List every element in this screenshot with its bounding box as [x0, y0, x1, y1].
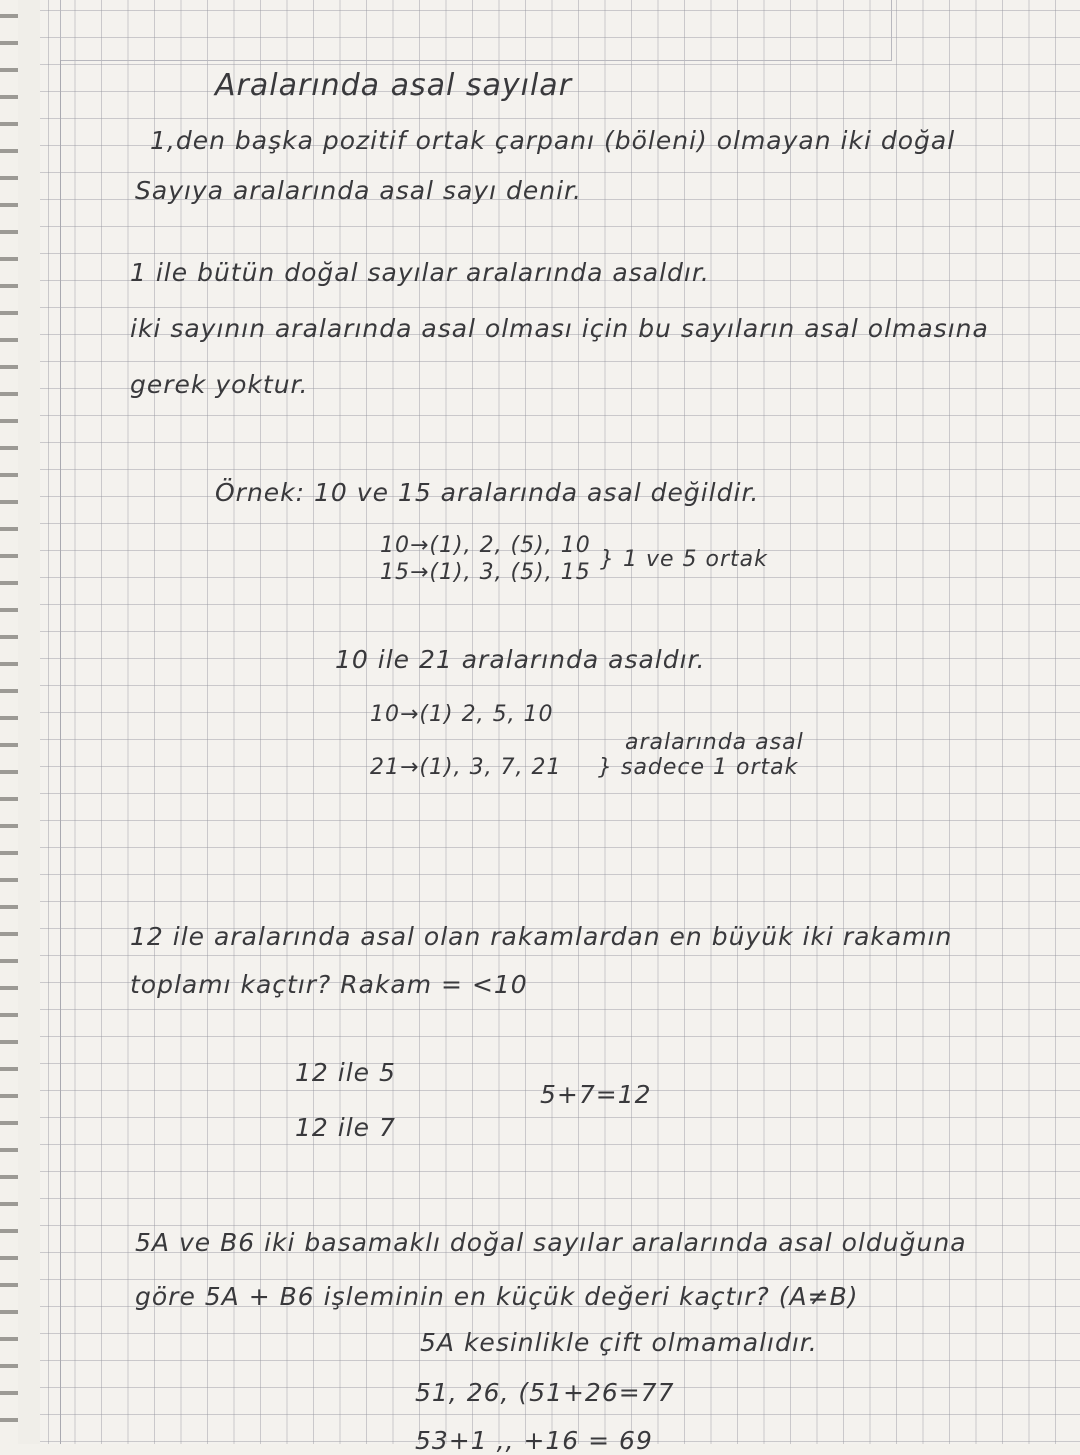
example2-heading: 10 ile 21 aralarında asaldır.: [335, 645, 706, 674]
question2-line: göre 5A + B6 işleminin en küçük değeri kaçtır? (A≠B): [135, 1282, 859, 1311]
margin-line: [60, 60, 61, 1444]
page-title: Aralarında asal sayılar: [215, 68, 573, 103]
example1-heading: Örnek: 10 ve 15 aralarında asal değildir.: [215, 478, 760, 507]
example2-note: aralarında asal: [625, 730, 804, 755]
note-line: iki sayının aralarında asal olması için bu sayıların asal olmasına: [130, 314, 989, 343]
question1-line: toplamı kaçtır? Rakam = <10: [130, 970, 528, 999]
note-line: gerek yoktur.: [130, 370, 309, 399]
question2-line: 5A ve B6 iki basamaklı doğal sayılar aralarında asal olduğuna: [135, 1228, 967, 1257]
question2-work: 51, 26, (51+26=77: [415, 1378, 675, 1407]
header-box: [60, 0, 892, 61]
example2-note: } sadece 1 ortak: [598, 755, 799, 780]
question1-line: 12 ile aralarında asal olan rakamlardan en büyük iki rakamın: [130, 922, 953, 951]
note-line: 1 ile bütün doğal sayılar aralarında asaldır.: [130, 258, 710, 287]
example1-factors: 15→(1), 3, (5), 15: [380, 560, 591, 585]
example2-factors: 21→(1), 3, 7, 21: [370, 755, 562, 780]
notebook-perforation: [0, 0, 40, 1444]
question1-work: 12 ile 5: [295, 1058, 396, 1087]
definition-line: Sayıya aralarında asal sayı denir.: [135, 176, 582, 205]
definition-line: 1,den başka pozitif ortak çarpanı (böleni) olmayan iki doğal: [150, 126, 956, 155]
question2-work: 53+1 ,, +16 = 69: [415, 1426, 653, 1455]
example1-note: } 1 ve 5 ortak: [600, 547, 768, 572]
question1-result: 5+7=12: [540, 1080, 652, 1109]
example1-factors: 10→(1), 2, (5), 10: [380, 533, 591, 558]
example2-factors: 10→(1) 2, 5, 10: [370, 702, 554, 727]
question1-work: 12 ile 7: [295, 1113, 396, 1142]
question2-work: 5A kesinlikle çift olmamalıdır.: [420, 1328, 818, 1357]
